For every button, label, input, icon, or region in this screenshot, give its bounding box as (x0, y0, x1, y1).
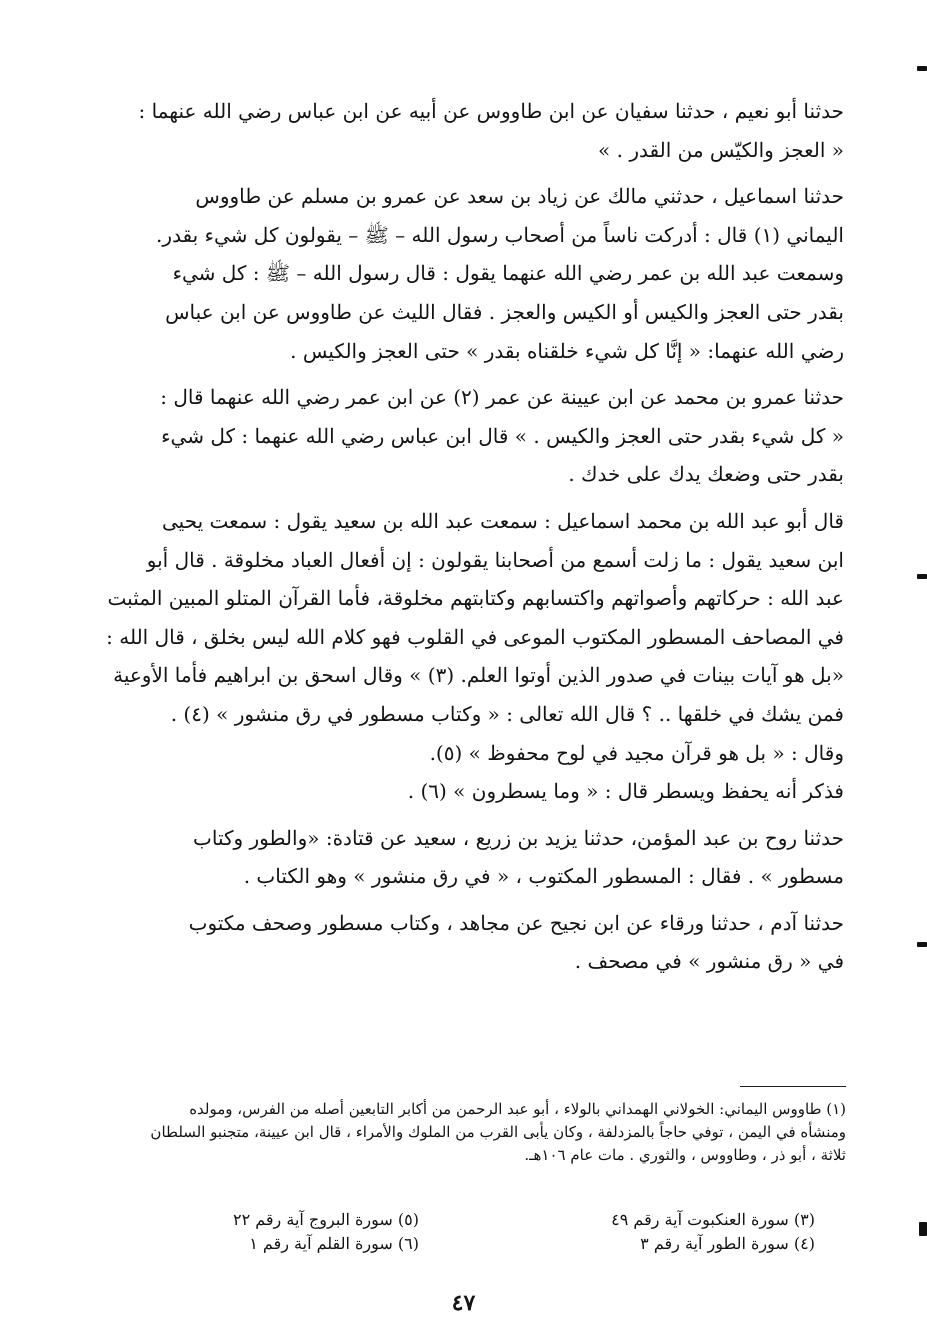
references-left-column (159, 1208, 419, 1256)
text-line: رضي الله عنهما: « إنَّا كل شيء خلقناه بقدر » حتى العجز والكيس . (290, 338, 844, 363)
text-line: في المصاحف المسطور المكتوب الموعى في القلوب فهو كلام الله ليس بخلق ، قال الله : (106, 624, 844, 649)
scan-edge-mark (917, 66, 927, 71)
paragraph-1 (62, 92, 844, 169)
text-line: حدثنا أبو نعيم ، حدثنا سفيان عن ابن طاووس عن أبيه عن ابن عباس رضي الله عنهما : (138, 99, 844, 123)
text-line: فذكر أنه يحفظ ويسطر قال : « وما يسطرون » (٦) . (407, 779, 844, 804)
footnote-line: (١) طاووس اليماني: الخولاني الهمداني بالولاء ، أبو عبد الرحمن من أكابر التابعين أصله من الفرس، ومولده (189, 1100, 846, 1118)
text-line: حدثنا اسماعيل ، حدثني مالك عن زياد بن سعد عن عمرو بن مسلم عن طاووس (195, 184, 844, 209)
footnote-block (66, 1098, 846, 1167)
text-line: «بل هو آيات بينات في صدور الذين أوتوا العلم. (٣) » وقال اسحق بن ابراهيم فأما الأوعية (113, 663, 844, 688)
text-line: عبد الله : حركاتهم وأصواتهم واكتسابهم وكتابتهم مخلوقة، فأما القرآن المتلو المبين المثبت (107, 586, 844, 611)
scan-edge-mark (919, 1222, 927, 1236)
paragraph-5 (62, 819, 844, 896)
scan-edge-mark (917, 574, 927, 579)
paragraph-2 (62, 177, 844, 370)
paragraph-6 (62, 904, 844, 981)
reference-item: (٤) سورة الطور آية رقم ٣ (640, 1234, 815, 1253)
scan-edge-mark (917, 942, 927, 947)
text-line: مسطور » . فقال : المسطور المكتوب ، « في رق منشور » وهو الكتاب . (243, 864, 844, 889)
text-line: وسمعت عبد الله بن عمر رضي الله عنهما يقول : قال رسول الله – ﷺ : كل شيء (172, 261, 844, 286)
reference-item: (٥) سورة البروج آية رقم ٢٢ (232, 1210, 419, 1229)
footnote-line: ومنشأه في اليمن ، توفي حاجاً بالمزدلفة ، وكان يأبى القرب من الملوك والأمراء ، قال ابن عيينة، متجنبو السلطان (150, 1123, 846, 1141)
text-line: بقدر حتى العجز والكيس أو الكيس والعجز . فقال الليث عن طاووس عن ابن عباس (165, 299, 844, 324)
main-text (62, 92, 844, 989)
paragraph-4 (62, 502, 844, 811)
text-line: ابن سعيد يقول : ما زلت أسمع من أصحابنا يقولون : إن أفعال العباد مخلوقة . قال أبو (146, 547, 844, 572)
text-line: بقدر حتى وضعك يدك على خدك . (568, 462, 844, 487)
reference-item: (٣) سورة العنكبوت آية رقم ٤٩ (611, 1210, 815, 1229)
text-line: وقال : « بل هو قرآن مجيد في لوح محفوظ » (٥). (429, 740, 844, 765)
text-line: اليماني (١) قال : أدركت ناساً من أصحاب رسول الله – ﷺ – يقولون كل شيء بقدر. (156, 222, 844, 247)
text-line: حدثنا روح بن عبد المؤمن، حدثنا يزيد بن زريع ، سعيد عن قتادة: «والطور وكتاب (193, 825, 844, 850)
page-number: ٤٧ (451, 1290, 476, 1316)
text-line: حدثنا عمرو بن محمد عن ابن عيينة عن عمر (٢) عن ابن عمر رضي الله عنهما قال : (160, 385, 844, 410)
references-right-column (555, 1208, 815, 1256)
paragraph-3 (62, 378, 844, 494)
footnote-line: ثلاثة ، أبو ذر ، وطاووس ، والثوري . مات عام ١٠٦هـ. (524, 1146, 846, 1164)
text-line: « كل شيء بقدر حتى العجز والكيس . » قال ابن عباس رضي الله عنهما : كل شيء (161, 423, 844, 448)
text-line: في « رق منشور » في مصحف . (574, 949, 844, 974)
text-line: قال أبو عبد الله بن محمد اسماعيل : سمعت عبد الله بن سعيد يقول : سمعت يحيى (162, 508, 844, 533)
footnote-divider (740, 1086, 846, 1087)
text-line: « العجز والكيّس من القدر . » (598, 137, 844, 162)
text-line: حدثنا آدم ، حدثنا ورقاء عن ابن نجيح عن مجاهد ، وكتاب مسطور وصحف مكتوب (188, 910, 844, 935)
text-line: فمن يشك في خلقها .. ؟ قال الله تعالى : « وكتاب مسطور في رق منشور » (٤) . (170, 701, 844, 726)
reference-item: (٦) سورة القلم آية رقم ١ (249, 1234, 419, 1253)
